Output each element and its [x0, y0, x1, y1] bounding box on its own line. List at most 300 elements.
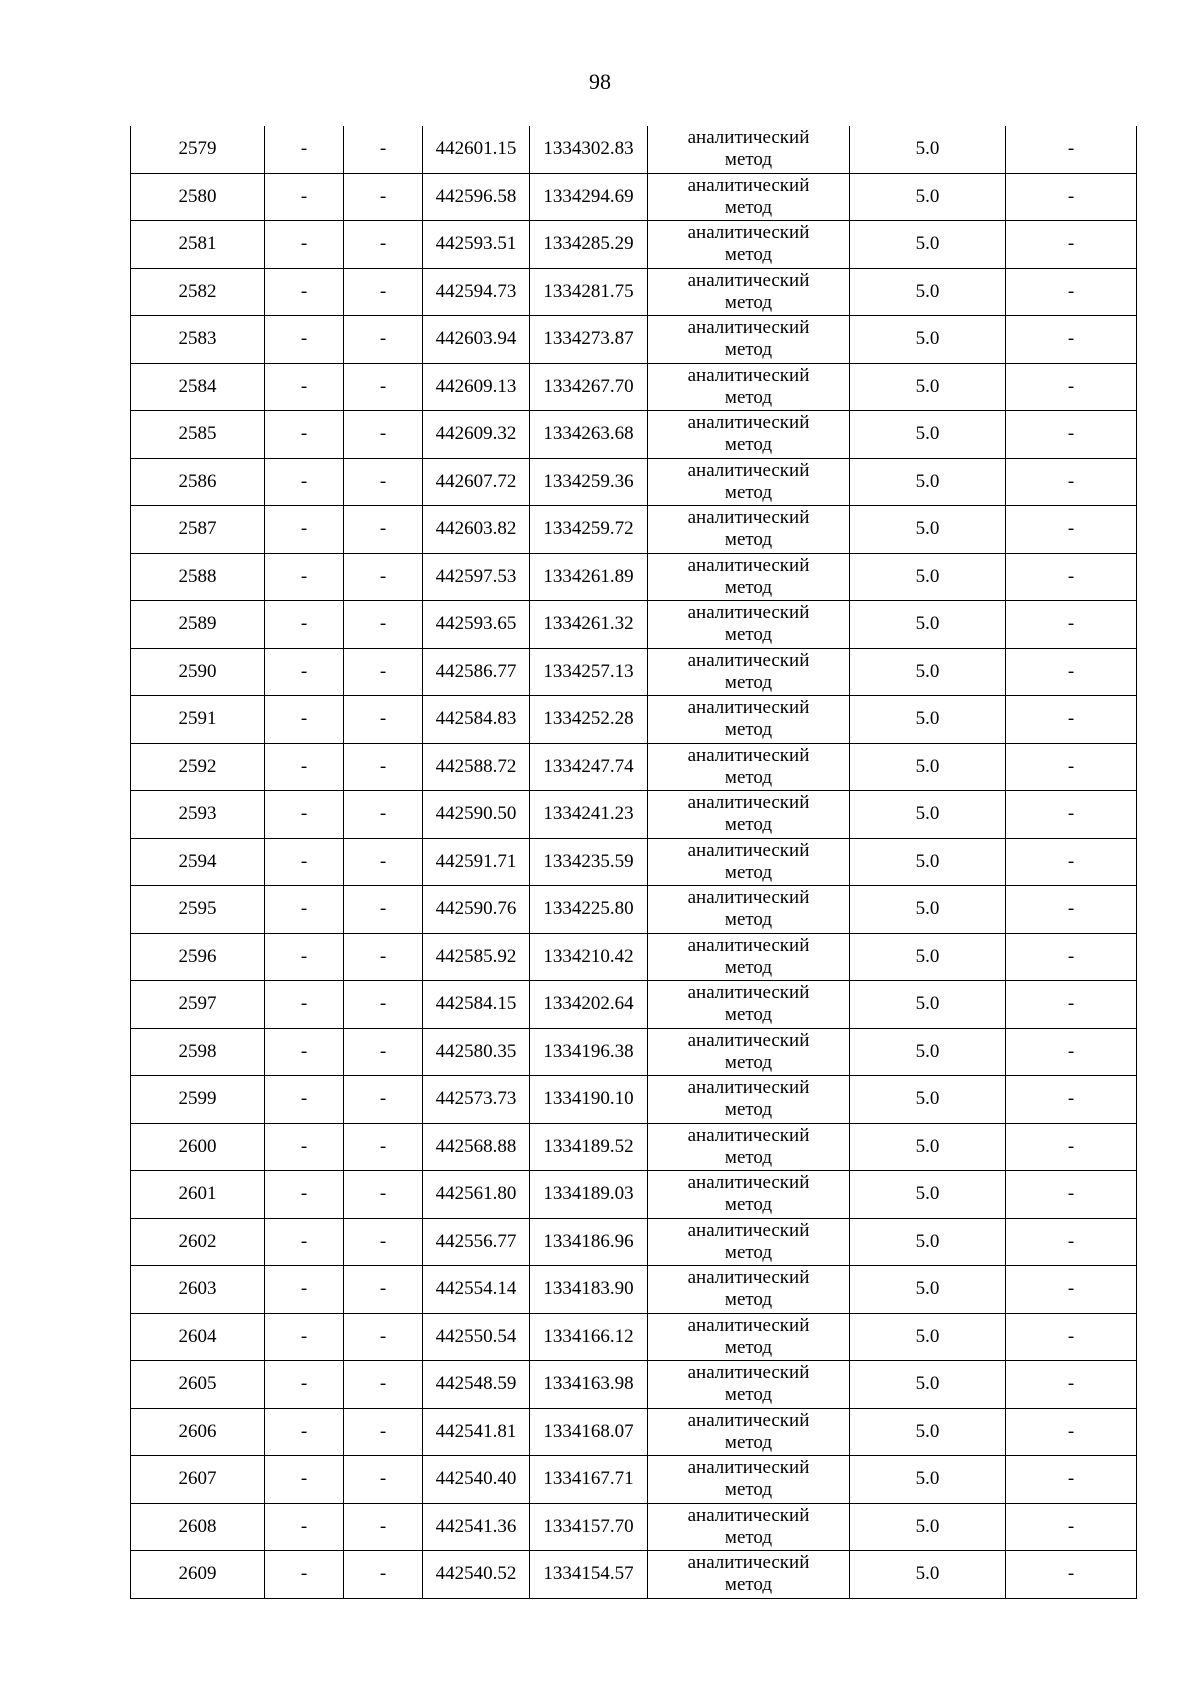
table-row — [131, 1076, 1137, 1124]
accuracy-cell: 5.0 — [850, 743, 1006, 791]
point-number-cell: 2598 — [131, 1028, 265, 1076]
accuracy-cell: 5.0 — [850, 1456, 1006, 1504]
accuracy-cell: 5.0 — [850, 1218, 1006, 1266]
column-2-cell: - — [265, 1076, 344, 1124]
method-cell — [648, 838, 850, 886]
method-cell — [648, 1028, 850, 1076]
accuracy-cell: 5.0 — [850, 601, 1006, 649]
column-3-cell: - — [344, 838, 423, 886]
y-coordinate-cell: 1334186.96 — [530, 1218, 648, 1266]
point-number-cell: 2603 — [131, 1266, 265, 1314]
column-3-cell: - — [344, 1456, 423, 1504]
note-cell: - — [1006, 1266, 1137, 1314]
method-line-1: аналитический — [687, 982, 810, 1004]
method-line-2: метод — [724, 1336, 773, 1358]
point-number-cell: 2601 — [131, 1171, 265, 1219]
column-2-cell: - — [265, 458, 344, 506]
column-2-cell: - — [265, 1456, 344, 1504]
method-line-1: аналитический — [687, 1552, 810, 1574]
x-coordinate-cell: 442584.83 — [423, 696, 530, 744]
x-coordinate-cell: 442607.72 — [423, 458, 530, 506]
table-row — [131, 1313, 1137, 1361]
y-coordinate-cell: 1334163.98 — [530, 1361, 648, 1409]
note-cell: - — [1006, 1503, 1137, 1551]
column-2-cell: - — [265, 601, 344, 649]
accuracy-cell: 5.0 — [850, 1076, 1006, 1124]
method-line-1: аналитический — [687, 1314, 810, 1336]
point-number-cell: 2587 — [131, 506, 265, 554]
x-coordinate-cell: 442541.36 — [423, 1503, 530, 1551]
column-3-cell: - — [344, 1076, 423, 1124]
method-cell — [648, 696, 850, 744]
x-coordinate-cell: 442590.50 — [423, 791, 530, 839]
table-row — [131, 1218, 1137, 1266]
method-line-2: метод — [724, 1526, 773, 1548]
method-line-2: метод — [724, 1099, 773, 1121]
column-2-cell: - — [265, 506, 344, 554]
column-3-cell: - — [344, 1171, 423, 1219]
method-cell — [648, 1076, 850, 1124]
method-line-1: аналитический — [687, 887, 810, 909]
point-number-cell: 2591 — [131, 696, 265, 744]
method-line-2: метод — [724, 1146, 773, 1168]
method-line-1: аналитический — [687, 1172, 810, 1194]
method-line-2: метод — [724, 1241, 773, 1263]
note-cell: - — [1006, 933, 1137, 981]
column-2-cell: - — [265, 1503, 344, 1551]
method-line-1: аналитический — [687, 554, 810, 576]
column-3-cell: - — [344, 1408, 423, 1456]
method-line-1: аналитический — [687, 269, 810, 291]
column-2-cell: - — [265, 1313, 344, 1361]
method-line-2: метод — [724, 244, 773, 266]
y-coordinate-cell: 1334241.23 — [530, 791, 648, 839]
column-2-cell: - — [265, 981, 344, 1029]
point-number-cell: 2590 — [131, 648, 265, 696]
x-coordinate-cell: 442603.82 — [423, 506, 530, 554]
note-cell: - — [1006, 696, 1137, 744]
table-row — [131, 1551, 1137, 1599]
x-coordinate-cell: 442584.15 — [423, 981, 530, 1029]
point-number-cell: 2586 — [131, 458, 265, 506]
column-3-cell: - — [344, 933, 423, 981]
y-coordinate-cell: 1334259.72 — [530, 506, 648, 554]
table-row — [131, 886, 1137, 934]
method-cell — [648, 1503, 850, 1551]
column-2-cell: - — [265, 1028, 344, 1076]
method-cell — [648, 1361, 850, 1409]
method-line-1: аналитический — [687, 174, 810, 196]
point-number-cell: 2604 — [131, 1313, 265, 1361]
method-cell — [648, 458, 850, 506]
column-2-cell: - — [265, 648, 344, 696]
method-line-1: аналитический — [687, 649, 810, 671]
column-3-cell: - — [344, 1551, 423, 1599]
method-line-1: аналитический — [687, 839, 810, 861]
note-cell: - — [1006, 506, 1137, 554]
point-number-cell: 2580 — [131, 173, 265, 221]
table-row — [131, 1266, 1137, 1314]
y-coordinate-cell: 1334189.03 — [530, 1171, 648, 1219]
method-cell — [648, 126, 850, 173]
accuracy-cell: 5.0 — [850, 981, 1006, 1029]
x-coordinate-cell: 442541.81 — [423, 1408, 530, 1456]
accuracy-cell: 5.0 — [850, 1313, 1006, 1361]
method-line-2: метод — [724, 956, 773, 978]
point-number-cell: 2582 — [131, 268, 265, 316]
y-coordinate-cell: 1334157.70 — [530, 1503, 648, 1551]
note-cell: - — [1006, 553, 1137, 601]
column-3-cell: - — [344, 1123, 423, 1171]
method-line-1: аналитический — [687, 1077, 810, 1099]
point-number-cell: 2602 — [131, 1218, 265, 1266]
accuracy-cell: 5.0 — [850, 791, 1006, 839]
x-coordinate-cell: 442609.13 — [423, 363, 530, 411]
table-row — [131, 363, 1137, 411]
table-row — [131, 1123, 1137, 1171]
note-cell: - — [1006, 363, 1137, 411]
method-line-2: метод — [724, 529, 773, 551]
accuracy-cell: 5.0 — [850, 1408, 1006, 1456]
point-number-cell: 2583 — [131, 316, 265, 364]
method-line-1: аналитический — [687, 744, 810, 766]
column-3-cell: - — [344, 1266, 423, 1314]
accuracy-cell: 5.0 — [850, 1171, 1006, 1219]
accuracy-cell: 5.0 — [850, 553, 1006, 601]
y-coordinate-cell: 1334257.13 — [530, 648, 648, 696]
point-number-cell: 2605 — [131, 1361, 265, 1409]
point-number-cell: 2579 — [131, 126, 265, 173]
point-number-cell: 2589 — [131, 601, 265, 649]
method-line-2: метод — [724, 1194, 773, 1216]
column-2-cell: - — [265, 268, 344, 316]
y-coordinate-cell: 1334247.74 — [530, 743, 648, 791]
point-number-cell: 2599 — [131, 1076, 265, 1124]
method-line-2: метод — [724, 339, 773, 361]
column-3-cell: - — [344, 981, 423, 1029]
method-line-1: аналитический — [687, 934, 810, 956]
method-line-2: метод — [724, 291, 773, 313]
table-row — [131, 601, 1137, 649]
table-row — [131, 1503, 1137, 1551]
column-2-cell: - — [265, 1551, 344, 1599]
point-number-cell: 2596 — [131, 933, 265, 981]
method-line-2: метод — [724, 624, 773, 646]
y-coordinate-cell: 1334154.57 — [530, 1551, 648, 1599]
method-line-2: метод — [724, 1479, 773, 1501]
column-2-cell: - — [265, 1361, 344, 1409]
method-line-1: аналитический — [687, 459, 810, 481]
y-coordinate-cell: 1334168.07 — [530, 1408, 648, 1456]
method-cell — [648, 506, 850, 554]
column-2-cell: - — [265, 791, 344, 839]
column-2-cell: - — [265, 1266, 344, 1314]
method-cell — [648, 268, 850, 316]
note-cell: - — [1006, 648, 1137, 696]
note-cell: - — [1006, 1313, 1137, 1361]
method-line-1: аналитический — [687, 222, 810, 244]
point-number-cell: 2609 — [131, 1551, 265, 1599]
method-cell — [648, 1456, 850, 1504]
y-coordinate-cell: 1334235.59 — [530, 838, 648, 886]
note-cell: - — [1006, 601, 1137, 649]
note-cell: - — [1006, 1076, 1137, 1124]
column-2-cell: - — [265, 886, 344, 934]
method-line-1: аналитический — [687, 792, 810, 814]
column-2-cell: - — [265, 553, 344, 601]
column-3-cell: - — [344, 1503, 423, 1551]
table-row — [131, 1361, 1137, 1409]
table-row — [131, 791, 1137, 839]
point-number-cell: 2607 — [131, 1456, 265, 1504]
y-coordinate-cell: 1334196.38 — [530, 1028, 648, 1076]
y-coordinate-cell: 1334263.68 — [530, 411, 648, 459]
method-line-2: метод — [724, 861, 773, 883]
column-3-cell: - — [344, 221, 423, 269]
method-line-1: аналитический — [687, 602, 810, 624]
x-coordinate-cell: 442609.32 — [423, 411, 530, 459]
accuracy-cell: 5.0 — [850, 1123, 1006, 1171]
y-coordinate-cell: 1334189.52 — [530, 1123, 648, 1171]
method-line-1: аналитический — [687, 1504, 810, 1526]
note-cell: - — [1006, 1123, 1137, 1171]
method-line-2: метод — [724, 576, 773, 598]
method-line-1: аналитический — [687, 697, 810, 719]
column-3-cell: - — [344, 601, 423, 649]
note-cell: - — [1006, 411, 1137, 459]
x-coordinate-cell: 442550.54 — [423, 1313, 530, 1361]
table-row — [131, 221, 1137, 269]
accuracy-cell: 5.0 — [850, 506, 1006, 554]
note-cell: - — [1006, 316, 1137, 364]
column-3-cell: - — [344, 886, 423, 934]
column-3-cell: - — [344, 268, 423, 316]
column-3-cell: - — [344, 696, 423, 744]
method-cell — [648, 553, 850, 601]
column-2-cell: - — [265, 1218, 344, 1266]
note-cell: - — [1006, 1171, 1137, 1219]
column-3-cell: - — [344, 173, 423, 221]
y-coordinate-cell: 1334225.80 — [530, 886, 648, 934]
method-line-1: аналитический — [687, 412, 810, 434]
method-cell — [648, 601, 850, 649]
x-coordinate-cell: 442601.15 — [423, 126, 530, 173]
table-row — [131, 1028, 1137, 1076]
y-coordinate-cell: 1334281.75 — [530, 268, 648, 316]
y-coordinate-cell: 1334261.32 — [530, 601, 648, 649]
point-number-cell: 2581 — [131, 221, 265, 269]
x-coordinate-cell: 442548.59 — [423, 1361, 530, 1409]
point-number-cell: 2608 — [131, 1503, 265, 1551]
point-number-cell: 2600 — [131, 1123, 265, 1171]
y-coordinate-cell: 1334294.69 — [530, 173, 648, 221]
table-row — [131, 316, 1137, 364]
point-number-cell: 2594 — [131, 838, 265, 886]
method-line-2: метод — [724, 149, 773, 171]
column-3-cell: - — [344, 743, 423, 791]
note-cell: - — [1006, 173, 1137, 221]
method-line-1: аналитический — [687, 317, 810, 339]
table-row — [131, 173, 1137, 221]
column-2-cell: - — [265, 1408, 344, 1456]
table-row — [131, 648, 1137, 696]
method-cell — [648, 363, 850, 411]
accuracy-cell: 5.0 — [850, 933, 1006, 981]
method-line-2: метод — [724, 481, 773, 503]
note-cell: - — [1006, 886, 1137, 934]
note-cell: - — [1006, 791, 1137, 839]
method-line-1: аналитический — [687, 1124, 810, 1146]
column-2-cell: - — [265, 696, 344, 744]
method-line-1: аналитический — [687, 1362, 810, 1384]
table-row — [131, 506, 1137, 554]
x-coordinate-cell: 442590.76 — [423, 886, 530, 934]
method-line-2: метод — [724, 814, 773, 836]
point-number-cell: 2595 — [131, 886, 265, 934]
column-2-cell: - — [265, 743, 344, 791]
x-coordinate-cell: 442586.77 — [423, 648, 530, 696]
method-cell — [648, 1313, 850, 1361]
method-cell — [648, 1123, 850, 1171]
y-coordinate-cell: 1334267.70 — [530, 363, 648, 411]
y-coordinate-cell: 1334261.89 — [530, 553, 648, 601]
column-3-cell: - — [344, 411, 423, 459]
y-coordinate-cell: 1334202.64 — [530, 981, 648, 1029]
table-row — [131, 458, 1137, 506]
accuracy-cell: 5.0 — [850, 1503, 1006, 1551]
method-line-2: метод — [724, 1289, 773, 1311]
column-2-cell: - — [265, 933, 344, 981]
note-cell: - — [1006, 981, 1137, 1029]
method-line-2: метод — [724, 766, 773, 788]
accuracy-cell: 5.0 — [850, 1551, 1006, 1599]
method-line-1: аналитический — [687, 1219, 810, 1241]
method-line-2: метод — [724, 1051, 773, 1073]
table-row — [131, 933, 1137, 981]
y-coordinate-cell: 1334183.90 — [530, 1266, 648, 1314]
x-coordinate-cell: 442573.73 — [423, 1076, 530, 1124]
x-coordinate-cell: 442561.80 — [423, 1171, 530, 1219]
method-line-1: аналитический — [687, 507, 810, 529]
method-line-1: аналитический — [687, 364, 810, 386]
column-2-cell: - — [265, 838, 344, 886]
y-coordinate-cell: 1334273.87 — [530, 316, 648, 364]
y-coordinate-cell: 1334167.71 — [530, 1456, 648, 1504]
point-number-cell: 2606 — [131, 1408, 265, 1456]
column-3-cell: - — [344, 1028, 423, 1076]
method-line-1: аналитический — [687, 1267, 810, 1289]
x-coordinate-cell: 442596.58 — [423, 173, 530, 221]
column-3-cell: - — [344, 553, 423, 601]
note-cell: - — [1006, 268, 1137, 316]
accuracy-cell: 5.0 — [850, 411, 1006, 459]
x-coordinate-cell: 442588.72 — [423, 743, 530, 791]
point-number-cell: 2584 — [131, 363, 265, 411]
method-line-2: метод — [724, 196, 773, 218]
point-number-cell: 2585 — [131, 411, 265, 459]
method-line-2: метод — [724, 671, 773, 693]
method-cell — [648, 1171, 850, 1219]
x-coordinate-cell: 442540.52 — [423, 1551, 530, 1599]
x-coordinate-cell: 442540.40 — [423, 1456, 530, 1504]
accuracy-cell: 5.0 — [850, 648, 1006, 696]
y-coordinate-cell: 1334210.42 — [530, 933, 648, 981]
method-cell — [648, 886, 850, 934]
table-body — [131, 126, 1137, 1598]
coordinates-table — [130, 126, 1137, 1599]
method-line-2: метод — [724, 1004, 773, 1026]
y-coordinate-cell: 1334190.10 — [530, 1076, 648, 1124]
column-2-cell: - — [265, 363, 344, 411]
column-3-cell: - — [344, 791, 423, 839]
method-line-2: метод — [724, 909, 773, 931]
column-2-cell: - — [265, 1171, 344, 1219]
method-line-2: метод — [724, 719, 773, 741]
method-cell — [648, 791, 850, 839]
column-2-cell: - — [265, 173, 344, 221]
point-number-cell: 2588 — [131, 553, 265, 601]
table-row — [131, 1456, 1137, 1504]
accuracy-cell: 5.0 — [850, 316, 1006, 364]
column-3-cell: - — [344, 363, 423, 411]
point-number-cell: 2597 — [131, 981, 265, 1029]
method-cell — [648, 411, 850, 459]
x-coordinate-cell: 442597.53 — [423, 553, 530, 601]
column-3-cell: - — [344, 1361, 423, 1409]
point-number-cell: 2593 — [131, 791, 265, 839]
note-cell: - — [1006, 1551, 1137, 1599]
page-number: 98 — [589, 69, 611, 94]
accuracy-cell: 5.0 — [850, 696, 1006, 744]
method-cell — [648, 1408, 850, 1456]
column-3-cell: - — [344, 1313, 423, 1361]
method-line-2: метод — [724, 1384, 773, 1406]
table-row — [131, 553, 1137, 601]
column-2-cell: - — [265, 411, 344, 459]
column-2-cell: - — [265, 126, 344, 173]
column-3-cell: - — [344, 1218, 423, 1266]
x-coordinate-cell: 442580.35 — [423, 1028, 530, 1076]
note-cell: - — [1006, 1028, 1137, 1076]
note-cell: - — [1006, 1361, 1137, 1409]
method-cell — [648, 221, 850, 269]
method-line-1: аналитический — [687, 1029, 810, 1051]
column-3-cell: - — [344, 506, 423, 554]
method-cell — [648, 173, 850, 221]
column-3-cell: - — [344, 126, 423, 173]
x-coordinate-cell: 442593.51 — [423, 221, 530, 269]
note-cell: - — [1006, 1218, 1137, 1266]
method-line-2: метод — [724, 386, 773, 408]
method-line-1: аналитический — [687, 1457, 810, 1479]
method-cell — [648, 648, 850, 696]
x-coordinate-cell: 442556.77 — [423, 1218, 530, 1266]
accuracy-cell: 5.0 — [850, 221, 1006, 269]
column-3-cell: - — [344, 458, 423, 506]
note-cell: - — [1006, 1456, 1137, 1504]
note-cell: - — [1006, 743, 1137, 791]
method-cell — [648, 1551, 850, 1599]
x-coordinate-cell: 442594.73 — [423, 268, 530, 316]
x-coordinate-cell: 442585.92 — [423, 933, 530, 981]
column-3-cell: - — [344, 648, 423, 696]
column-3-cell: - — [344, 316, 423, 364]
method-line-1: аналитический — [687, 127, 810, 149]
column-2-cell: - — [265, 1123, 344, 1171]
accuracy-cell: 5.0 — [850, 363, 1006, 411]
note-cell: - — [1006, 126, 1137, 173]
method-cell — [648, 1266, 850, 1314]
